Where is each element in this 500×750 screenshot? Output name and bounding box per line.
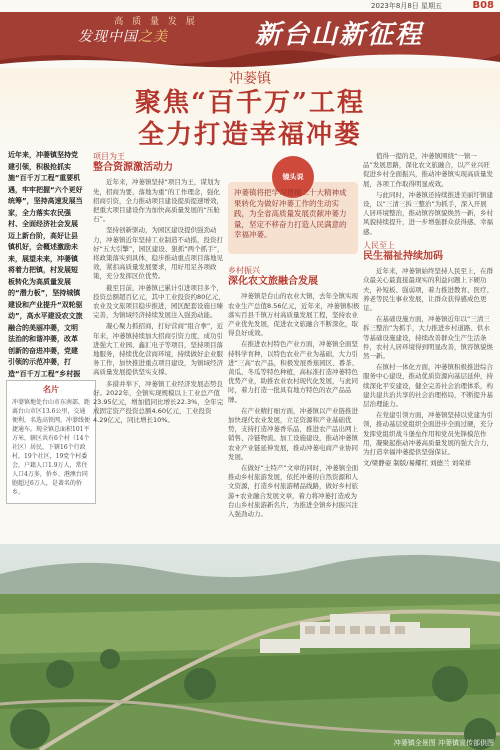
section-heading: 深化农文旅融合发展: [228, 276, 318, 288]
section-heading: 整合资源激活动力: [93, 162, 173, 174]
slogan-part-b: 之美: [138, 29, 168, 45]
article-paragraph: 在党建引领方面，冲蒌镇坚持以党建为引领，推动基层党组织全面进步全面过硬，充分发挥党组织战斗堡垒作用和党员先锋模范作用，凝聚起推动冲蒌高质量发展的强大合力，为打造幸福冲蒌提供坚强保证。: [363, 411, 493, 457]
town-profile-card: [6, 380, 96, 504]
column-slogan: [78, 26, 168, 46]
article-paragraph: 近年来，冲蒌镇始终坚持人民至上，在群众最关心最直接最现实的利益问题上下硬功夫，补短板、强弱项，着力推进教育、医疗、养老等民生事业发展，让群众获得感成色更足。: [363, 267, 493, 313]
article-paragraph: 凝心聚力抓招商，打好营商“组合拳”，近年来，冲蒌镇持续加大招商引资力度，成功引进强大工业园、鑫汇电子等项目，坚持项目落地服务，持续优化营商环境，持续做好企业服务工作，加快推进重点项目建设，为镇域经济高质量发展提供坚实支撑。: [93, 322, 224, 377]
headline-line-1: 聚焦“百千万”工程: [135, 88, 365, 118]
article-paragraph: 坚持创新驱动，为园区建设提供强劲动力，冲蒌镇近年坚持工业制造不动摇，投资打好“五大引擎”，园区建设、狠抓“两个抓手”，将政策落实到具体，稳步推动重点项目落地见效，紧扣高质量发展要求，用好用足各项政策，充分发挥区位优势。: [93, 226, 224, 281]
page-number: B08: [448, 0, 494, 12]
slogan-part-a: 发现中国: [78, 29, 138, 45]
section-projects: [93, 152, 225, 428]
lead-paragraph: 近年来，冲蒌镇坚持党建引领，积极抢抓实施“百千万工程”重要机遇，牢牢把握“六个更好统筹”，坚持高速发展当家，全力落实农民强村、全面经济社会发展迈上新台阶，高好让县镇机好，会概述激励未来，展望未来，冲蒌镇将着力把镇，村发展短板转化为高质量发展的“潜力板”，坚持城镇建设和产业提升“双轮驱动”，高水平建设农文旅融合的美丽冲蒌，文明法治的和谐冲蒌，改革创新的奋进冲蒌，党建引领的示范冲蒌，打造“百千万工程”乡村振: [8, 151, 83, 378]
headline-banner: [0, 68, 500, 148]
column-kicker: 高 质 量 发 展: [114, 17, 198, 27]
section-heading: 民生福祉持续加码: [363, 251, 443, 263]
section-kicker: 人民至上: [363, 240, 395, 250]
headline-kicker: 冲蒌镇: [229, 71, 271, 87]
section-rural: [228, 266, 360, 521]
article-paragraph: 在基础设施方面，冲蒌镇近年以“三清三拆三整治”为抓手，大力推进乡村道路、供水等基础设施建设，持续改善群众生产生活条件，农村人居环境得到明显改善，镇容镇貌焕然一新。: [363, 315, 493, 361]
card-body: 冲蒌镇地处台山市东南部，距离台山市区13.6公里，交通便利，名选高铁网，冲蒌线便捷通车。现全镇总面积101平方米，辖区共有6个村（14个社区）居民，下辖16个行政村，19个社区，19党个村委会，户籍人口1.9万人，常住人口4万多，侨乡、港澳台同胞超过6万人，是著名的侨乡。: [12, 399, 91, 496]
hills-decoration-icon: [0, 46, 500, 68]
town-aerial-photo: [0, 544, 500, 750]
column-brand: 新台山新征程: [255, 20, 424, 50]
section-kicker: 项目为王: [93, 152, 125, 161]
article-paragraph: 在做好“土特产”文章的同时，冲蒌镇全面推动乡村旅游发展，依托冲蒌的自然资源和人文资源，打造乡村旅游精品线路，做好乡村旅游+农业融合发展文章，着力将冲蒌打造成为台山乡村旅游新名片，为推进全镇乡村振兴注入强劲动力。: [228, 464, 359, 519]
section-livelihood: [363, 152, 493, 469]
aerial-landscape-icon: [0, 544, 500, 750]
byline: 文/梁静姿 制版/易耀红 刘德兰 刘荣祥: [363, 459, 472, 468]
article-paragraph: 值得一提的是，冲蒌镇围绕“一镇一品”发展思路，深化农文旅融合，以产业兴旺促进乡村全面振兴，推动冲蒌镇实现高质量发展，各项工作取得明显成效。: [363, 152, 493, 188]
article-paragraph: 与此同时，冲蒌镇还持续推进美丽圩镇建设，以“三清三拆三整治”为抓手，深入开展人居环境整治，推动镇容镇貌焕然一新，乡村风貌持续提升，进一步增强群众获得感、幸福感。: [363, 190, 493, 236]
card-title: 名片: [43, 385, 59, 394]
pull-quote: [228, 152, 358, 264]
quote-text: 冲蒌镇将把学习贯彻二十大精神成果转化为做好冲蒌工作的生动实践，为全省高质量发展贡献冲蒌力量，坚定不移奋力打造人民满意的幸福冲蒌。: [234, 188, 347, 239]
section-kicker: 乡村振兴: [228, 266, 260, 275]
article-paragraph: 在推进农村特色产业方面，冲蒌镇全面坚持科学育种，以特色农业产业为基础，大力引进“三高”农产品，积极发展香蕉园区、番茶、黄瓜、冬瓜等特色种植，高标准打造冲蒌特色优势产业，助推农业农村现代化发展，与此同时，着力打造一批具有地方特色的农产品品牌。: [228, 340, 359, 404]
article-paragraph: 多措并举下，冲蒌镇工业经济发展态势良好。2022年，全镇实现规模以上工业总产值23.95亿元，增加值同比增长22.3%，全年完成固定资产投资总额4.60亿元，工业投资4.29亿元，同比增长10%。: [93, 379, 224, 425]
issue-date: 2023年8月8日 星期五: [371, 2, 442, 10]
article-paragraph: 在产业精打细方面，冲蒌镇以产业链推进加快现代农业发展，立足资源和产业基础优势，支持打造冲蒌香乐品，推进农产品出网上销售、冷链物流、加工设施建设，推动冲蒌镇农业产业链延伸发展，推动冲蒌电商产业协同发展。: [228, 406, 358, 461]
headline-line-2: 全力打造幸福冲蒌: [137, 120, 362, 150]
article-paragraph: 在镇村一体化方面，冲蒌镇积极推进综合服务中心建设，推动优质资源向基层延伸，持续深化平安建设，健全完善社会治理体系，构建共建共治共享的社会治理格局，不断提升基层治理能力。: [363, 363, 493, 409]
photo-caption: 冲蒌镇全景图 冲蒌镇宣传部供图: [393, 739, 494, 747]
article-paragraph: 截至目前，冲蒌镇已累计引进项目多个，投资总额超百亿元，其中工业投资约80亿元，农业及文旅项目稳步推进，园区配套设施日臻完善，为镇域经济持续发展注入强劲动能。: [93, 283, 225, 320]
article-paragraph: 冲蒌镇是台山的农业大镇，去年全镇实现农业生产总值8.56亿元，近年来，冲蒌镇积极落实百县千镇万村高质量发展工程，坚持农业产业优先发展，促进农文旅融合不断深化，取得良好成效。: [228, 292, 360, 338]
masthead: [0, 0, 500, 68]
quote-label: 镜头说: [282, 173, 304, 181]
article-paragraph: 近年来，冲蒌镇坚持“项目为王，谋划为先，招商为要，落地为重”的工作理念，强化招商引资，全力推动项目建设提质提速增效，把重大项目建设作为加快高质量发展的“压舱石”。: [93, 178, 223, 224]
